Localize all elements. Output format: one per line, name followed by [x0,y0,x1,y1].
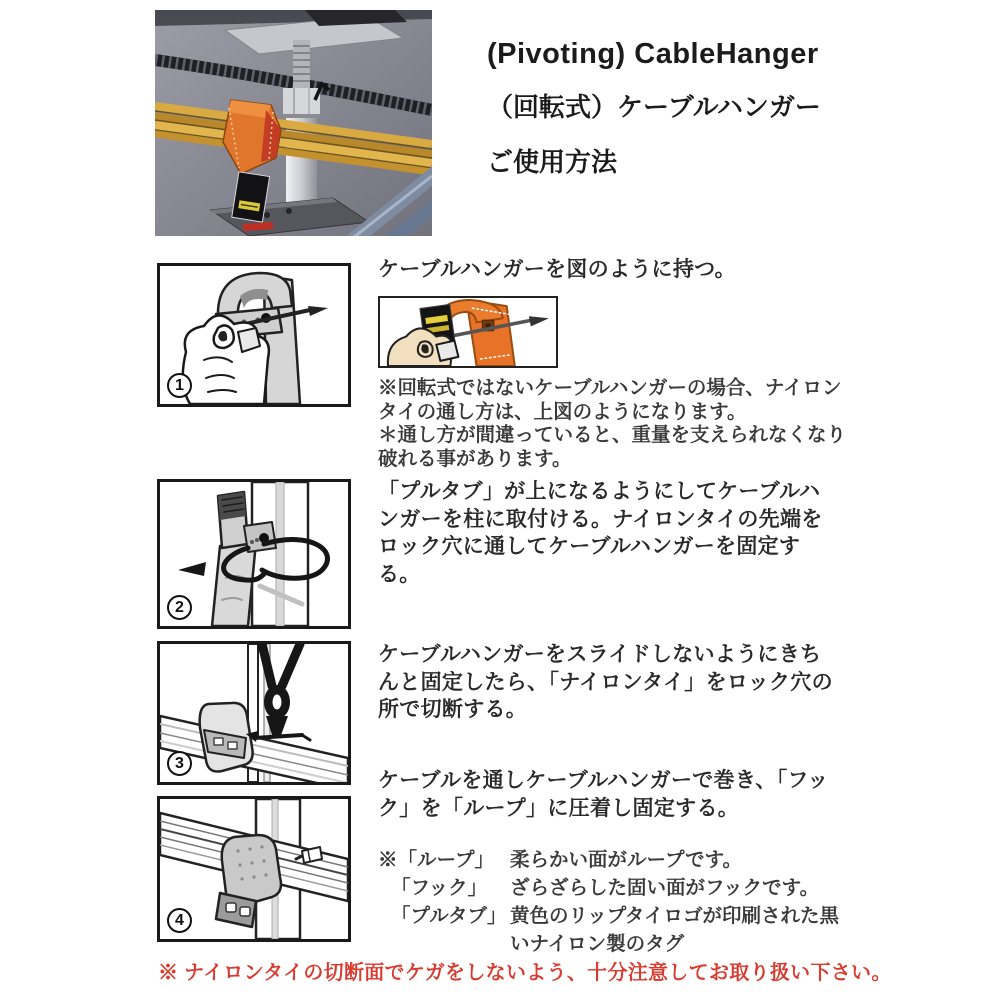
orange-hanger-in-hand-icon [380,298,556,366]
definition-row-hook [378,874,842,902]
step3-text: ケーブルハンガーをスライドしないようにきちんと固定したら、「ナイロンタイ」をロック穴の所で切断する。 [378,643,833,721]
definition-desc: 黄色のリップタイロゴが印刷された黒いナイロン製のタグ [510,905,839,955]
definition-row-loop [378,846,842,874]
definition-desc: 柔らかい面がループです。 [510,849,743,871]
step2-number-badge: 2 [167,595,192,620]
definition-desc: ざらざらした固い面がフックです。 [510,877,820,899]
non-pivoting-hanger-reference-image [378,296,558,368]
definition-term: ※「ループ」 [378,849,495,871]
step3-figure [157,641,351,785]
step1-number-badge: 1 [167,373,192,398]
title-english: (Pivoting) CableHanger [487,38,819,70]
cable-hanger-photo-graphic [155,10,432,236]
title-block [487,38,821,179]
definition-term: 「プルタブ」 [391,905,507,927]
product-photo [155,10,432,236]
title-usage: ご使用方法 [487,147,618,177]
title-japanese: （回転式）ケーブルハンガー [487,92,821,122]
step2-figure [157,479,351,629]
terms-definition-list [378,846,842,958]
step4-figure [157,796,351,942]
step2-text: 「プルタブ」が上になるようにしてケーブルハンガーを柱に取付ける。ナイロンタイの先端をロック穴に通してケーブルハンガーを固定する。 [378,480,823,586]
step1-note-line2: ＊通し方が間違っていると、重量を支えられなくなり破れる事があります。 [378,424,847,470]
step1-note [378,377,856,471]
step1-figure [157,263,351,407]
step4-number-badge: 4 [167,908,192,933]
step1-note-line1: ※回転式ではないケーブルハンガーの場合、ナイロンタイの通し方は、上図のようになります。 [378,377,842,423]
definition-term: 「フック」 [391,877,488,899]
step4-text: ケーブルを通しケーブルハンガーで巻き、「フック」を「ループ」に圧着し固定する。 [378,769,829,820]
safety-warning-text: ※ ナイロンタイの切断面でケガをしないよう、十分注意してお取り扱い下さい。 [158,962,892,984]
step3-number-badge: 3 [167,751,192,776]
definition-row-pulltab [378,902,842,958]
step1-text: ケーブルハンガーを図のように持つ。 [378,258,736,281]
